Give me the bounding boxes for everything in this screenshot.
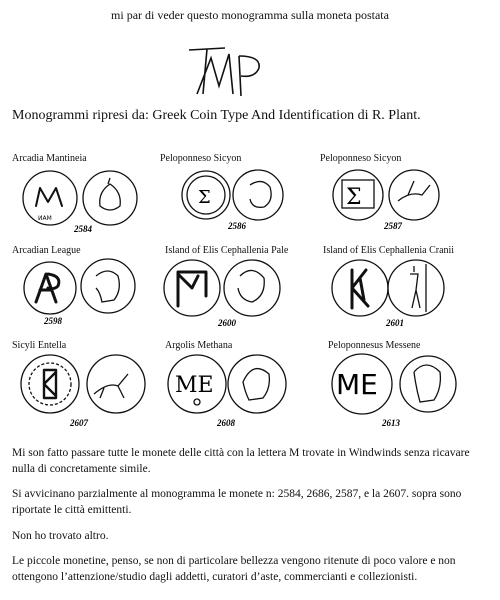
- coin-number: 2600: [218, 318, 236, 328]
- coin-pair-2586: [178, 165, 308, 235]
- top-note: mi par di veder questo monogramma sulla moneta postata: [111, 8, 389, 22]
- coin-number: 2586: [228, 221, 246, 231]
- monogram-drawing: [185, 38, 275, 100]
- coin-pair-2601: [330, 256, 460, 331]
- coin-pair-2584: [18, 168, 148, 238]
- coin-reverse: [400, 356, 456, 412]
- coin-inscription: ИАМ: [38, 215, 52, 222]
- coin-number: 2598: [44, 316, 62, 326]
- coin-reverse: [228, 355, 286, 413]
- coin-obverse: [332, 260, 388, 316]
- paragraph: Non ho trovato altro.: [12, 530, 109, 542]
- coin-number: 2587: [384, 221, 402, 231]
- coin-label: Sicyli Entella: [12, 340, 67, 351]
- paragraph: Mi son fatto passare tutte le monete delle città con la lettera M trovate in Windwinds senza ricavare nulla di concretamente simile.: [12, 447, 470, 475]
- coin-reverse: [81, 259, 135, 313]
- coin-number: 2608: [217, 418, 235, 428]
- coin-number: 2613: [382, 418, 400, 428]
- svg-text:ME: ME: [175, 373, 214, 398]
- coin-pair-2600: [160, 256, 290, 331]
- coin-pair-2613: [330, 352, 470, 432]
- svg-text:ME: ME: [336, 368, 378, 401]
- svg-text:Σ: Σ: [346, 185, 362, 210]
- coin-number: 2601: [386, 318, 404, 328]
- coin-label: Peloponneso Sicyon: [320, 153, 402, 164]
- coin-label: Island of Elis Cephallenia Pale: [165, 245, 289, 256]
- coin-number: 2584: [74, 224, 92, 234]
- coin-obverse: [21, 355, 79, 413]
- coin-pair-2608: [165, 352, 305, 432]
- coin-number: 2607: [70, 418, 88, 428]
- coin-label: Peloponnesus Messene: [328, 340, 421, 351]
- coin-pair-2598: [18, 258, 148, 328]
- paragraph: Le piccole monetine, penso, se non di particolare bellezza vengono ritenute di poco valore e non ottengono l’attenzione/studio dagli addetti, curatori d’aste, commercianti e collezionisti.: [12, 555, 456, 583]
- coin-reverse: [389, 170, 439, 220]
- coin-label: Peloponneso Sicyon: [160, 153, 242, 164]
- coin-label: Argolis Methana: [165, 340, 233, 351]
- coin-reverse: [87, 355, 145, 413]
- coin-reverse: [224, 260, 280, 316]
- coin-pair-2607: [18, 352, 158, 432]
- coin-label: Arcadia Mantineia: [12, 153, 87, 164]
- coin-label: Island of Elis Cephallenia Cranii: [323, 245, 455, 256]
- coin-pair-2587: [330, 165, 460, 235]
- paragraph: Si avvicinano parzialmente al monogramma le monete n: 2584, 2686, 2587, e la 2607. sopra sono riportate le città emittenti.: [12, 488, 462, 516]
- coin-reverse: [233, 170, 283, 220]
- coin-label: Arcadian League: [12, 245, 81, 256]
- svg-text:Σ: Σ: [198, 187, 211, 208]
- heading: Monogrammi ripresi da: Greek Coin Type And Identification di R. Plant.: [12, 108, 421, 123]
